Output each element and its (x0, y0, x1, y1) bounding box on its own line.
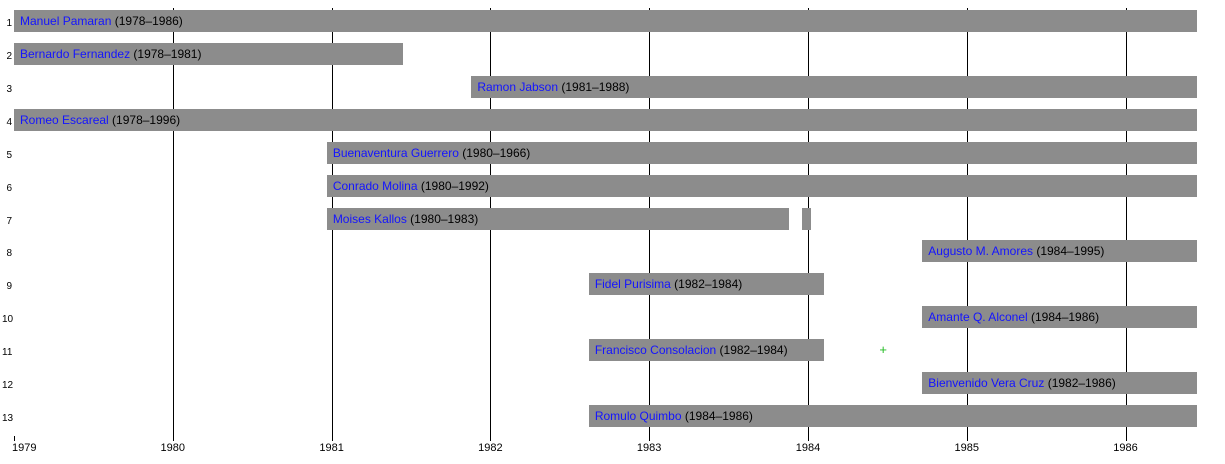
gantt-bar-years: (1978–1986) (111, 14, 183, 28)
axis-tick (173, 436, 174, 441)
chart-row (6, 238, 1197, 271)
row-label: 9 (6, 281, 12, 293)
axis-baseline (14, 436, 1197, 437)
chart-row (2, 304, 1197, 337)
gantt-bar-years: (1980–1992) (417, 178, 489, 193)
chart-row (6, 107, 1197, 140)
gantt-bar[interactable] (327, 142, 1197, 164)
row-label: 10 (2, 314, 14, 326)
axis-tick (808, 436, 809, 441)
gantt-bar-years: (1980–1983) (406, 211, 479, 226)
gantt-bar[interactable] (14, 43, 403, 65)
axis-tick-label: 1985 (954, 442, 979, 454)
gantt-bar-name: Buenaventura Guerrero (332, 145, 459, 160)
row-label: 5 (6, 149, 12, 161)
gantt-bar[interactable] (327, 175, 1197, 197)
chart-row (6, 8, 1197, 41)
gantt-bar[interactable] (471, 76, 1197, 98)
gantt-bar[interactable] (327, 208, 789, 230)
gantt-bar-segment[interactable] (802, 208, 812, 230)
axis-tick-label: 1986 (1113, 442, 1138, 454)
row-label: 1 (6, 18, 12, 29)
gantt-bar[interactable] (922, 240, 1197, 262)
row-label: 8 (6, 248, 12, 260)
gantt-bar-years: (1984–1986) (681, 409, 753, 424)
gantt-bar-name: Ramon Jabson (477, 79, 559, 94)
axis-tick (1126, 436, 1127, 441)
chart-row (2, 337, 1197, 370)
gantt-bar[interactable] (589, 273, 824, 295)
row-label: 4 (6, 116, 12, 128)
gantt-bar[interactable] (589, 405, 1197, 427)
row-label: 2 (6, 50, 12, 62)
axis-tick (649, 436, 650, 441)
gantt-bar-name: Amante Q. Alconel (928, 310, 1028, 325)
gantt-bar-name: Bernardo Fernandez (20, 46, 131, 61)
chart-row (2, 370, 1197, 403)
chart-row (6, 206, 1197, 239)
x-axis (14, 436, 1197, 460)
gantt-bar-years: (1978–1981) (130, 46, 202, 61)
row-label: 11 (2, 347, 13, 359)
gantt-bar-years: (1982–1986) (1044, 376, 1116, 391)
gantt-bar-years: (1980–1966) (458, 145, 531, 160)
row-label: 13 (2, 413, 14, 425)
axis-tick (14, 436, 15, 441)
row-label: 7 (6, 215, 12, 227)
row-label: 6 (6, 182, 12, 194)
chart-row (6, 74, 1197, 107)
chart-row (2, 403, 1197, 436)
axis-tick-label: 1981 (319, 442, 344, 454)
gantt-bar-name: Moises Kallos (332, 211, 407, 226)
axis-tick-label: 1983 (636, 442, 662, 454)
gantt-bar-years: (1982–1984) (716, 343, 788, 358)
gantt-bar-name: Fidel Purisima (594, 277, 671, 292)
axis-tick (332, 436, 333, 441)
axis-tick (967, 436, 968, 441)
axis-tick-label: 1984 (795, 442, 821, 454)
chart-row (6, 140, 1197, 173)
gantt-bar[interactable] (589, 339, 824, 361)
axis-tick (490, 436, 491, 441)
gantt-bar[interactable] (922, 372, 1197, 394)
chart-row (6, 271, 1197, 304)
gantt-bar-name: Augusto M. Amores (928, 244, 1033, 259)
row-label: 12 (2, 380, 14, 392)
gantt-bar-name: Francisco Consolacion (594, 343, 717, 358)
gantt-bar-years: (1984–1995) (1033, 244, 1105, 259)
chart-row (6, 41, 1197, 74)
axis-tick-label: 1982 (478, 442, 503, 454)
gantt-bar-years: (1978–1996) (108, 112, 181, 127)
gantt-bar[interactable] (922, 306, 1197, 328)
gantt-bar-name: Romeo Escareal (20, 112, 109, 127)
gantt-bar[interactable] (14, 10, 1197, 32)
chart-row (6, 173, 1197, 206)
gantt-bar-name: Romulo Quimbo (594, 409, 682, 424)
gantt-bar-name: Manuel Pamaran (20, 14, 112, 28)
gantt-bar-years: (1982–1984) (670, 277, 743, 292)
gantt-bar-years: (1984–1986) (1027, 310, 1100, 325)
gantt-bar-name: Conrado Molina (332, 178, 418, 193)
gantt-bar[interactable] (14, 109, 1197, 131)
gantt-bar-years: (1981–1988) (558, 79, 630, 94)
plot-area (2, 8, 1197, 436)
gantt-bar-name: Bienvenido Vera Cruz (928, 376, 1045, 391)
axis-tick-label: 1979 (12, 442, 37, 454)
axis-tick-label: 1980 (160, 442, 186, 454)
plus-marker-icon: + (879, 342, 887, 358)
row-label: 3 (6, 83, 12, 95)
